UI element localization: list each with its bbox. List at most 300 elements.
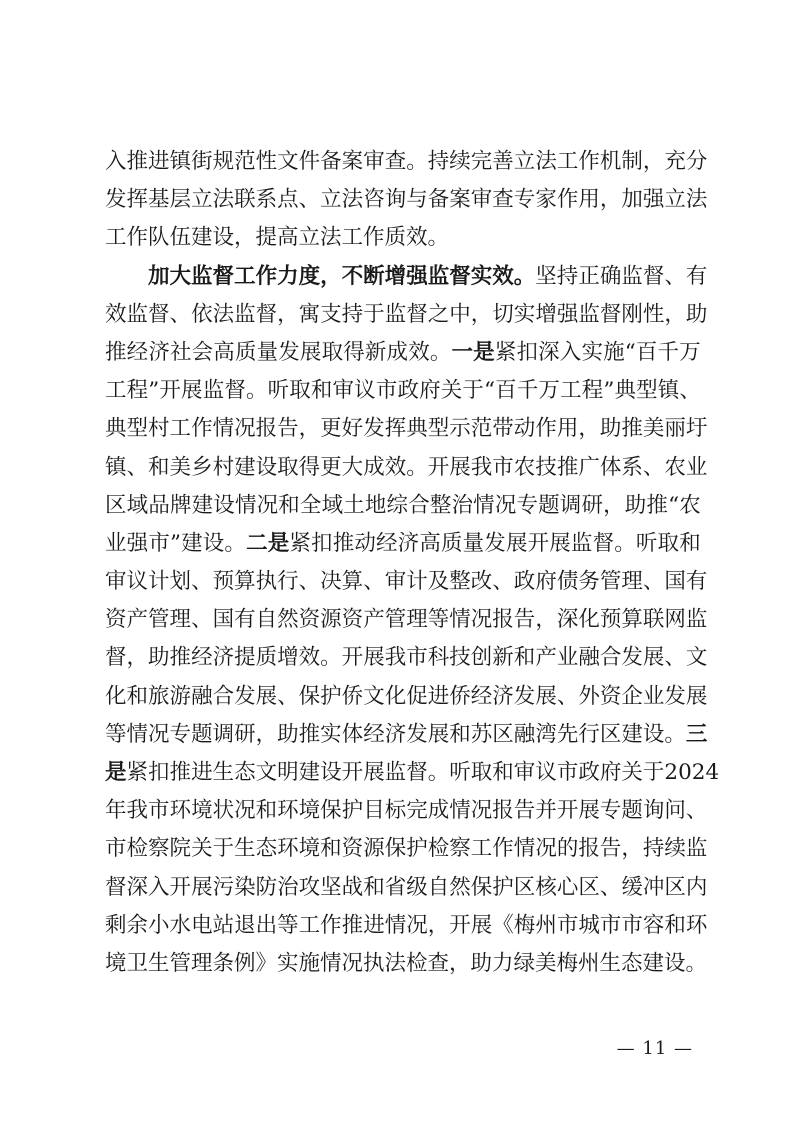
- text-run: 文: [363, 683, 385, 709]
- text-line: [105, 258, 708, 296]
- text-run: 等: [277, 912, 299, 938]
- text-run: 产: [535, 645, 557, 671]
- text-run: 镇: [105, 454, 127, 480]
- text-run: 范: [470, 416, 493, 442]
- text-run: 济: [212, 645, 235, 671]
- text-run: 、: [298, 187, 321, 213]
- text-run: 政: [578, 760, 600, 785]
- text-run: ，: [603, 492, 625, 518]
- text-run: 专: [513, 187, 536, 213]
- text-run: 发: [105, 187, 127, 213]
- text-run: 量: [462, 530, 485, 556]
- text-run: 询: [642, 798, 665, 824]
- text-run: 技: [449, 645, 471, 671]
- text-run: 市: [148, 798, 170, 824]
- text-run: 资: [298, 607, 321, 633]
- text-run: 域: [321, 492, 344, 518]
- text-run: 出: [255, 912, 278, 938]
- text-run: 审: [105, 569, 127, 595]
- text-run: 成: [363, 454, 385, 480]
- text-run: 2: [664, 760, 679, 785]
- text-run: 开: [159, 378, 181, 404]
- text-run: 电: [191, 912, 213, 938]
- text-run: 街: [191, 149, 213, 174]
- text-run: 明: [277, 760, 299, 785]
- text-line: [105, 219, 701, 257]
- text-run: 、: [642, 569, 665, 595]
- text-run: 持: [341, 301, 364, 327]
- text-run: 资: [341, 607, 364, 633]
- text-run: 动: [513, 416, 536, 442]
- text-run: 境: [191, 798, 213, 824]
- text-run: 体: [599, 454, 622, 480]
- text-run: 程: [126, 378, 149, 404]
- bold-text: 大: [169, 263, 192, 289]
- text-run: 融: [191, 683, 213, 709]
- text-run: 展: [363, 760, 385, 785]
- text-run: 监: [578, 301, 600, 327]
- text-run: 济: [384, 721, 407, 747]
- text-run: 府: [535, 569, 557, 595]
- text-run: 建: [181, 530, 203, 556]
- text-run: ，: [642, 149, 665, 174]
- text-run: 况: [470, 607, 493, 633]
- text-run: 成: [386, 339, 409, 365]
- text-run: 科: [427, 645, 450, 671]
- text-line: [105, 601, 708, 639]
- text-run: 建: [621, 721, 643, 747]
- text-run: 情: [513, 836, 536, 862]
- text-run: 管: [384, 607, 407, 633]
- text-run: 专: [516, 492, 538, 518]
- text-run: 我: [470, 454, 493, 480]
- text-run: 外: [578, 683, 600, 709]
- text-run: 案: [449, 187, 471, 213]
- text-run: 展: [549, 530, 571, 556]
- text-run: 展: [470, 912, 493, 938]
- bold-text: 一: [451, 339, 474, 365]
- text-run: 省: [384, 874, 407, 900]
- text-run: 工: [560, 378, 582, 404]
- text-run: 立: [513, 149, 536, 174]
- text-line: [105, 945, 708, 983]
- text-run: 退: [234, 912, 256, 938]
- text-run: 我: [126, 798, 149, 824]
- text-run: 法: [341, 187, 364, 213]
- text-run: 环: [685, 912, 708, 938]
- text-run: 取: [657, 530, 680, 556]
- text-run: 议: [535, 760, 557, 785]
- text-run: 文: [685, 645, 708, 671]
- text-run: 完: [470, 149, 493, 174]
- text-run: 展: [363, 645, 385, 671]
- text-run: 地: [364, 492, 387, 518]
- text-run: 效: [105, 301, 127, 327]
- text-run: 强: [642, 187, 665, 213]
- text-run: 发: [621, 645, 643, 671]
- text-run: 万: [679, 339, 701, 365]
- text-run: 情: [126, 721, 149, 747]
- text-run: 、: [277, 683, 299, 709]
- text-run: 站: [212, 912, 235, 938]
- text-run: 市: [148, 530, 170, 556]
- text-run: 国: [664, 569, 686, 595]
- text-run: 好: [341, 416, 364, 442]
- text-run: 经: [376, 530, 398, 556]
- text-run: 基: [148, 187, 170, 213]
- text-run: 治: [277, 874, 299, 900]
- text-run: 市: [621, 912, 643, 938]
- text-run: 发: [513, 683, 536, 709]
- text-run: 攻: [298, 874, 321, 900]
- text-run: 研: [581, 492, 603, 518]
- text-run: 分: [685, 149, 708, 174]
- text-run: 况: [256, 492, 279, 518]
- page-number: — 11 —: [616, 1038, 693, 1059]
- text-run: 深: [556, 607, 579, 633]
- bold-text: 作: [255, 263, 278, 289]
- text-run: 源: [320, 607, 342, 633]
- text-run: 督: [642, 263, 665, 289]
- text-run: 、: [191, 607, 213, 633]
- text-run: 和: [148, 454, 170, 480]
- text-run: 。: [224, 530, 246, 556]
- text-run: 府: [419, 378, 441, 404]
- text-run: 业: [642, 683, 665, 709]
- text-run: 心: [556, 874, 579, 900]
- text-run: 用: [556, 416, 579, 442]
- text-run: 境卫生管理条例》实施情况执法检查，助力绿美梅州生态建设。: [105, 950, 708, 976]
- text-run: 治: [451, 492, 474, 518]
- text-run: 调: [212, 721, 235, 747]
- text-run: 程: [581, 378, 604, 404]
- text-run: 国: [212, 607, 235, 633]
- text-run: 区: [513, 874, 536, 900]
- text-run: 经: [470, 683, 493, 709]
- text-run: 。: [406, 149, 428, 174]
- text-run: 业: [105, 530, 127, 556]
- text-run: 保: [320, 798, 342, 824]
- text-run: 开: [341, 760, 364, 785]
- text-run: 持: [642, 836, 665, 862]
- text-run: 和: [126, 683, 149, 709]
- text-run: 乡: [191, 454, 213, 480]
- text-run: 确: [599, 263, 622, 289]
- text-line: [105, 410, 708, 448]
- text-run: 千: [657, 339, 680, 365]
- text-run: 农: [513, 454, 536, 480]
- text-run: 之: [427, 301, 450, 327]
- text-run: 。: [664, 721, 686, 747]
- text-run: ，: [664, 301, 686, 327]
- text-line: [105, 792, 708, 830]
- text-run: 性: [642, 301, 665, 327]
- text-run: 目: [363, 798, 385, 824]
- text-run: 化: [384, 683, 407, 709]
- text-run: 典: [406, 416, 428, 442]
- text-run: 情: [234, 492, 257, 518]
- text-run: 作: [492, 836, 514, 862]
- text-run: 备: [320, 149, 342, 174]
- text-run: 听: [449, 760, 471, 785]
- text-run: 务: [578, 569, 600, 595]
- text-run: 设: [255, 454, 278, 480]
- text-run: 行: [277, 569, 299, 595]
- text-run: 监: [570, 530, 593, 556]
- bold-text: 是: [105, 760, 127, 785]
- text-run: 增: [535, 301, 557, 327]
- document-body: [105, 143, 720, 983]
- text-run: 、: [169, 301, 192, 327]
- text-run: 监: [234, 301, 256, 327]
- text-run: 续: [449, 149, 471, 174]
- text-run: 新: [364, 339, 387, 365]
- text-run: 农: [679, 492, 701, 518]
- text-run: 切: [492, 301, 514, 327]
- text-run: 化: [578, 607, 600, 633]
- text-run: 助: [148, 645, 170, 671]
- text-run: 展: [505, 530, 528, 556]
- text-run: 与: [406, 187, 428, 213]
- text-run: 推: [105, 339, 127, 365]
- text-run: 审: [332, 378, 355, 404]
- text-run: 、: [599, 874, 622, 900]
- text-line: [105, 525, 701, 563]
- text-run: 中: [449, 301, 471, 327]
- text-run: 产: [363, 607, 385, 633]
- text-run: 、: [664, 263, 686, 289]
- text-run: 督: [255, 301, 278, 327]
- text-run: 缓: [621, 874, 643, 900]
- text-run: 议: [126, 569, 149, 595]
- text-run: 环: [277, 798, 299, 824]
- text-run: 效: [298, 645, 321, 671]
- text-run: 百: [635, 339, 658, 365]
- text-run: 村: [212, 454, 235, 480]
- bold-text: 强: [406, 263, 428, 289]
- text-run: ，: [277, 301, 299, 327]
- bold-text: 不: [341, 263, 364, 289]
- text-run: 圩: [685, 416, 708, 442]
- text-run: 。: [245, 378, 268, 404]
- text-run: 和: [449, 721, 471, 747]
- text-run: 技: [535, 454, 557, 480]
- text-run: 工: [169, 416, 192, 442]
- text-run: 案: [341, 149, 364, 174]
- text-run: 系: [621, 454, 643, 480]
- text-run: 入: [105, 149, 127, 174]
- text-run: 美: [169, 454, 192, 480]
- text-run: 有: [685, 263, 708, 289]
- text-run: 质: [234, 339, 257, 365]
- text-run: 计: [148, 569, 170, 595]
- text-run: 万: [538, 378, 560, 404]
- text-run: 、: [126, 454, 149, 480]
- text-run: 发: [278, 339, 300, 365]
- text-run: 挥: [126, 187, 149, 213]
- text-run: 开: [169, 874, 192, 900]
- text-line: [105, 678, 708, 716]
- text-run: 。: [427, 760, 450, 785]
- text-run: 情: [449, 607, 471, 633]
- text-run: 等: [105, 721, 127, 747]
- bold-text: 二: [246, 530, 268, 556]
- text-run: 展: [685, 683, 708, 709]
- text-line: [105, 639, 708, 677]
- text-run: 况: [470, 798, 493, 824]
- text-run: 报: [255, 416, 278, 442]
- text-run: 千: [516, 378, 539, 404]
- text-run: 济: [148, 339, 170, 365]
- text-run: 支: [320, 301, 342, 327]
- text-run: 督: [105, 874, 127, 900]
- text-line: [105, 563, 708, 601]
- text-run: 市: [556, 760, 579, 785]
- text-run: 侨: [449, 683, 471, 709]
- text-run: “: [668, 492, 680, 518]
- text-run: ，: [126, 645, 149, 671]
- text-run: 助: [624, 492, 647, 518]
- text-run: 动: [354, 530, 376, 556]
- text-run: 实: [581, 339, 603, 365]
- text-run: 立: [664, 187, 686, 213]
- text-run: 合: [212, 683, 235, 709]
- text-run: 然: [277, 607, 299, 633]
- text-run: 取: [277, 454, 299, 480]
- text-run: 效: [384, 454, 407, 480]
- text-run: 察: [148, 836, 170, 862]
- text-run: 于: [212, 836, 235, 862]
- text-run: 改: [470, 569, 493, 595]
- text-run: 况: [234, 416, 256, 442]
- text-run: 法: [212, 187, 235, 213]
- text-run: 用: [578, 187, 600, 213]
- text-run: 法: [535, 149, 557, 174]
- text-run: 质: [440, 530, 463, 556]
- text-run: 划: [169, 569, 192, 595]
- text-run: 综: [386, 492, 409, 518]
- text-run: 情: [449, 798, 471, 824]
- text-run: 市: [599, 912, 622, 938]
- text-run: 和: [310, 378, 333, 404]
- text-run: 整: [449, 569, 471, 595]
- text-run: 市: [105, 836, 127, 862]
- text-run: 大: [341, 454, 364, 480]
- text-run: 题: [191, 721, 213, 747]
- text-run: 问: [664, 798, 686, 824]
- text-run: 核: [535, 874, 557, 900]
- text-run: 及: [427, 569, 450, 595]
- text-run: 作: [320, 912, 342, 938]
- text-run: 管: [599, 569, 622, 595]
- text-run: 高: [213, 339, 235, 365]
- text-run: 取: [470, 760, 493, 785]
- text-run: 展: [427, 721, 450, 747]
- text-run: 开: [556, 798, 579, 824]
- text-run: 检: [427, 836, 450, 862]
- text-run: 经: [191, 645, 213, 671]
- text-run: 建: [191, 492, 214, 518]
- text-run: 展: [191, 874, 213, 900]
- text-run: 并: [535, 798, 557, 824]
- text-run: 扣: [311, 530, 333, 556]
- text-run: 区: [599, 721, 622, 747]
- text-run: ，: [535, 607, 557, 633]
- text-run: 保: [298, 683, 321, 709]
- text-run: 境: [298, 798, 321, 824]
- text-run: 更: [320, 416, 342, 442]
- text-run: 区: [664, 874, 686, 900]
- text-run: 、: [492, 569, 514, 595]
- text-run: 议: [354, 378, 376, 404]
- text-run: 4: [705, 760, 720, 785]
- bold-text: 力: [277, 263, 299, 289]
- text-run: 院: [169, 836, 192, 862]
- text-run: 推: [298, 721, 321, 747]
- text-run: 、: [363, 569, 385, 595]
- text-run: 管: [148, 607, 170, 633]
- text-run: 。: [614, 530, 636, 556]
- text-run: 创: [470, 645, 493, 671]
- text-run: 我: [384, 645, 407, 671]
- text-run: 态: [234, 760, 256, 785]
- text-run: 助: [277, 721, 299, 747]
- text-run: 发: [664, 683, 686, 709]
- text-run: 行: [578, 721, 600, 747]
- text-run: 自: [255, 607, 278, 633]
- text-run: 市: [492, 454, 514, 480]
- text-line: [105, 296, 708, 334]
- text-run: 督: [148, 301, 170, 327]
- text-run: 告: [513, 607, 536, 633]
- paragraph-supervision: [105, 258, 720, 984]
- text-run: 业: [685, 454, 708, 480]
- text-run: 带: [492, 416, 514, 442]
- text-run: 督: [592, 530, 615, 556]
- text-run: 加: [621, 187, 643, 213]
- text-run: 高: [419, 530, 441, 556]
- text-run: ，: [427, 912, 450, 938]
- bold-text: ，: [320, 263, 342, 289]
- text-run: 监: [621, 263, 643, 289]
- text-run: 查: [384, 149, 407, 174]
- text-run: 设: [213, 492, 235, 518]
- text-run: 量: [256, 339, 279, 365]
- text-run: 建: [298, 760, 321, 785]
- text-run: 完: [406, 798, 428, 824]
- text-run: 和: [679, 530, 701, 556]
- text-run: 专: [599, 798, 622, 824]
- text-run: 更: [320, 454, 342, 480]
- text-run: 污: [212, 874, 235, 900]
- text-run: 、: [298, 569, 321, 595]
- text-run: 推: [646, 492, 668, 518]
- text-run: 况: [148, 721, 170, 747]
- text-run: 研: [234, 721, 256, 747]
- bold-text: 加: [148, 263, 170, 289]
- text-run: 设: [642, 721, 665, 747]
- text-run: 紧: [126, 760, 149, 785]
- text-run: 水: [169, 912, 192, 938]
- text-run: 取: [321, 339, 344, 365]
- text-run: 情: [212, 416, 235, 442]
- text-run: 成: [427, 798, 450, 824]
- text-run: 报: [578, 836, 600, 862]
- text-run: 建: [234, 454, 256, 480]
- text-run: 发: [234, 683, 256, 709]
- text-run: 护: [406, 836, 428, 862]
- text-run: 容: [642, 912, 665, 938]
